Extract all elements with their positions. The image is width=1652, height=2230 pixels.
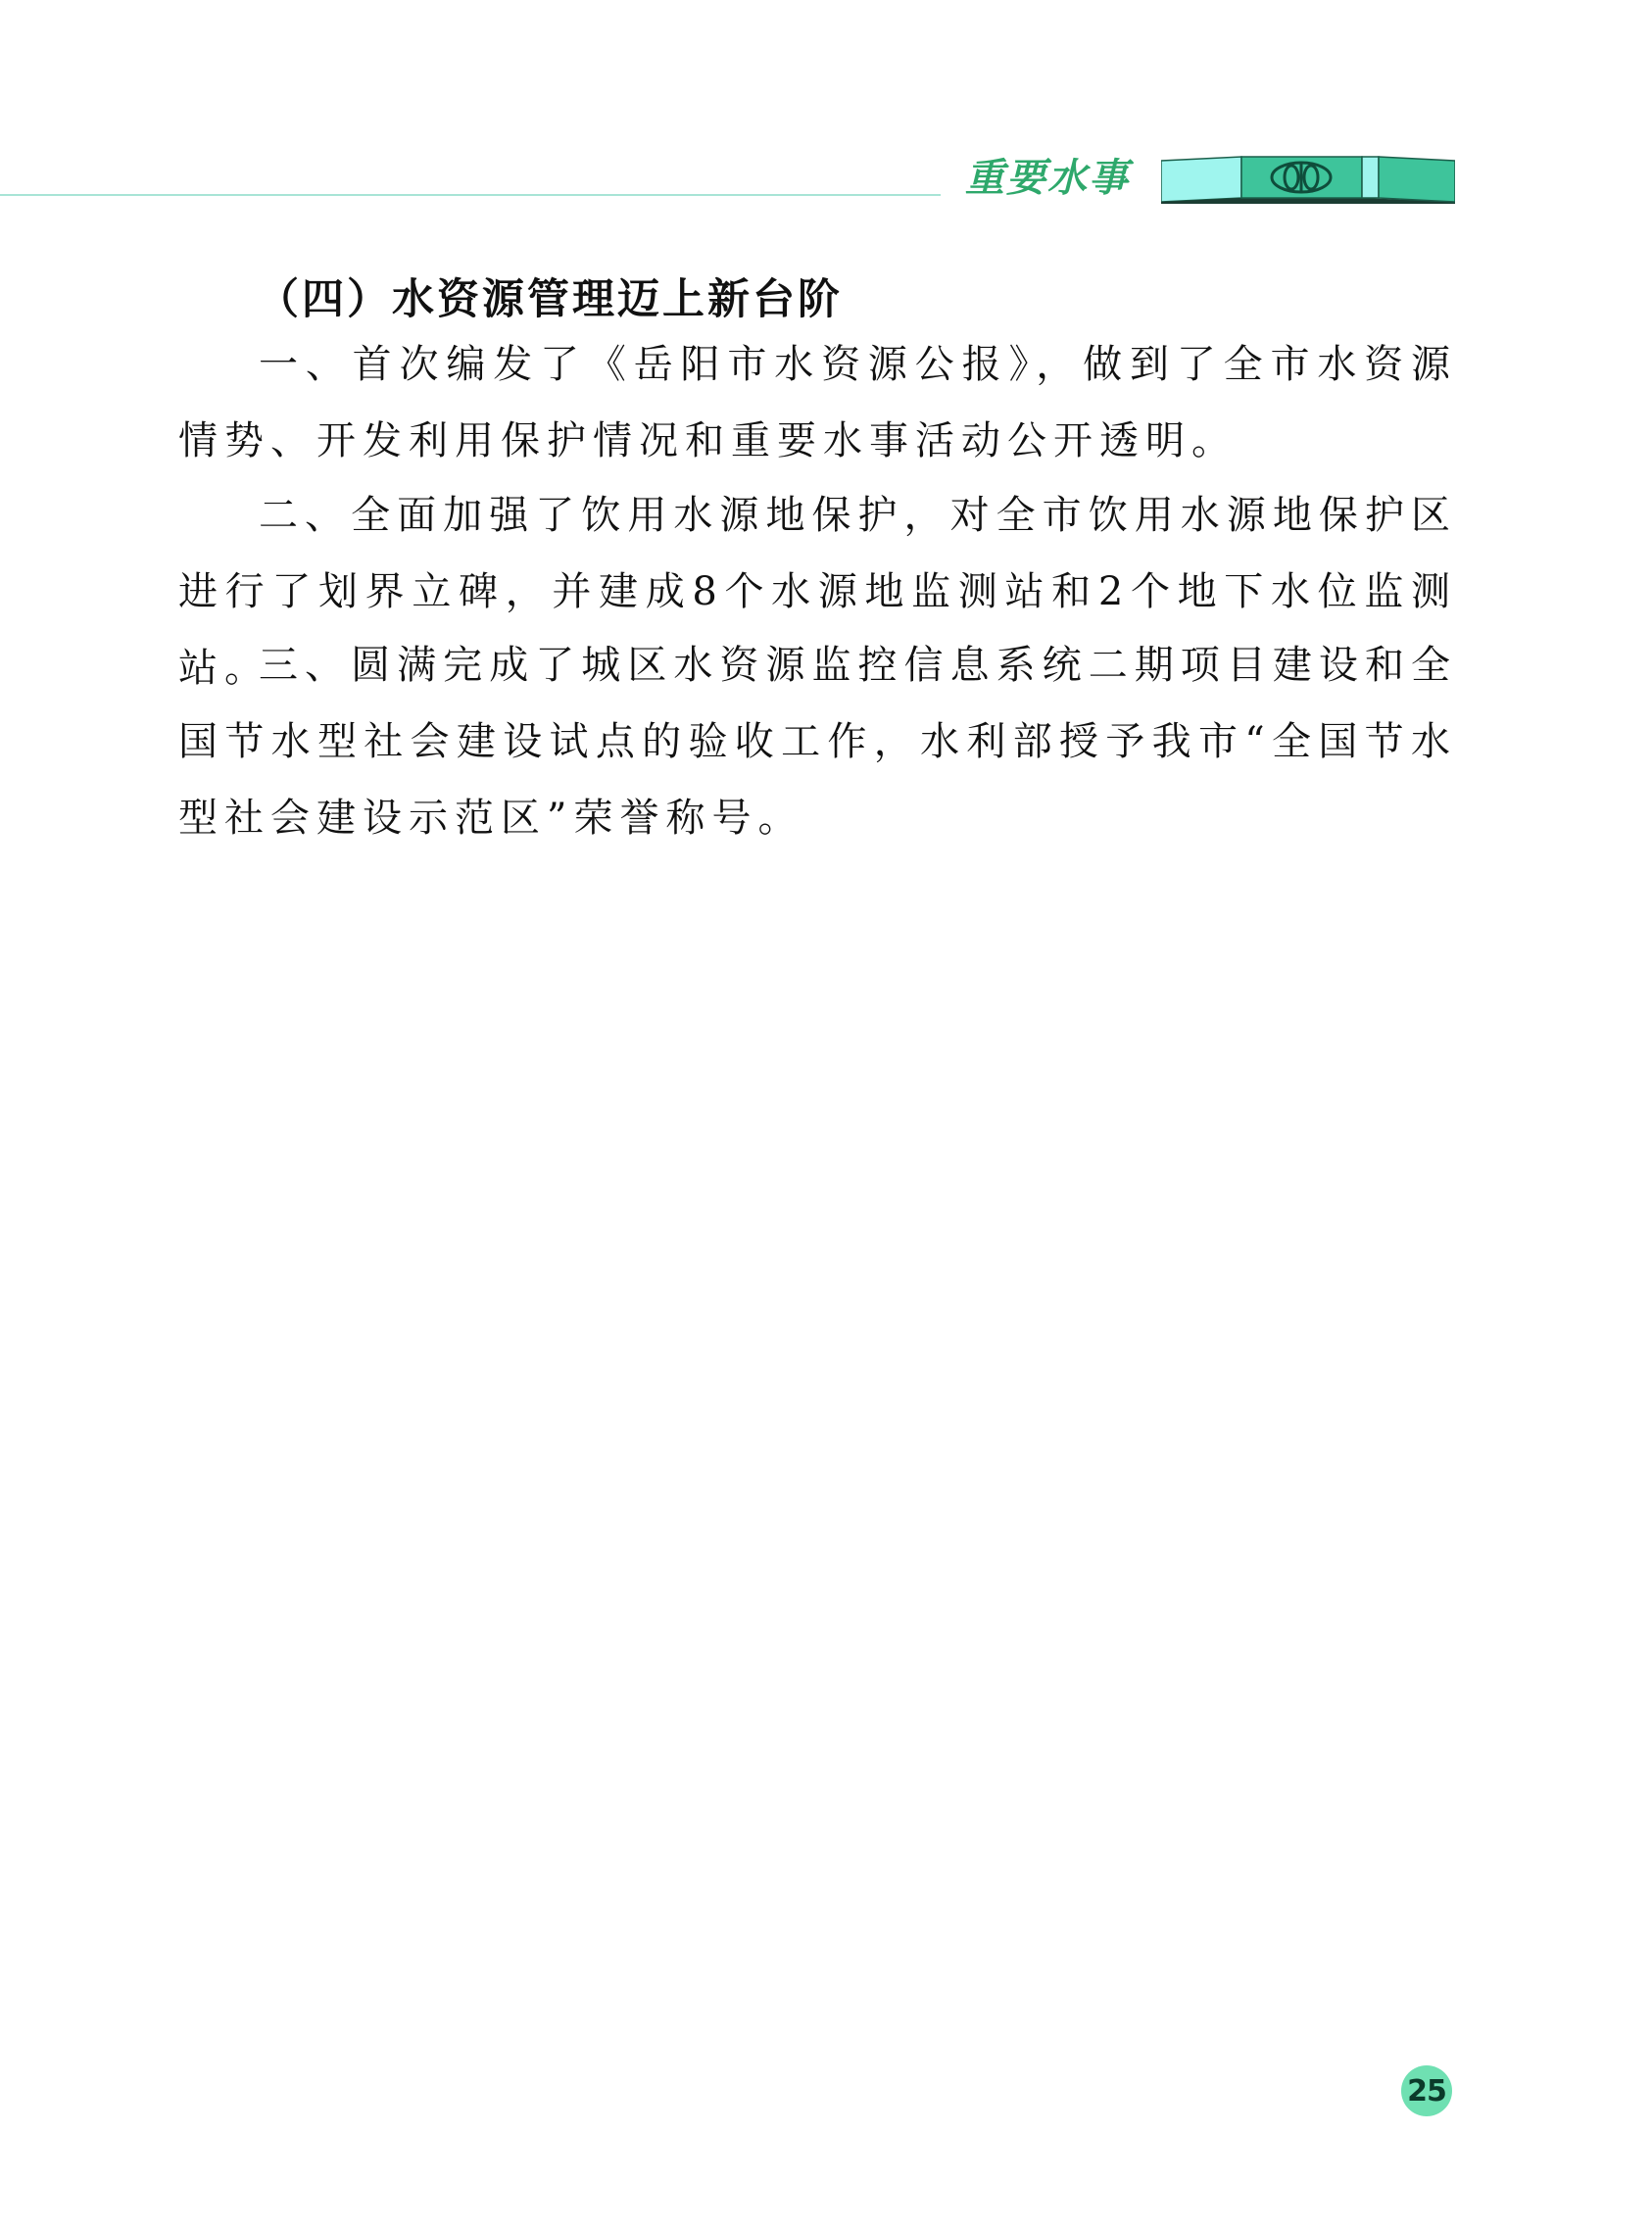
section-title: （四）水资源管理迈上新台阶 [257,275,843,324]
banner-right-light [1362,157,1379,198]
paragraph-3: 三、圆满完成了城区水资源监控信息系统二期项目建设和全国节水型社会建设试点的验收工作，水利部授予我市“全国节水型社会建设示范区”荣誉称号。 [178,643,1457,841]
header-title: 重要水事 [965,156,1130,201]
paragraph-1: 一、首次编发了《岳阳市水资源公报》，做到了全市水资源情势、开发利用保护情况和重要水事活动公开透明。 [178,342,1457,463]
header-rule [0,194,941,196]
page-number-badge [1401,2065,1452,2116]
banner-right-dark [1379,157,1455,202]
paragraph-2: 二、全面加强了饮用水源地保护，对全市饮用水源地保护区进行了划界立碑，并建成8个水源地监测站和2个地下水位监测站。 [178,493,1457,691]
header-banner [1161,155,1455,204]
page-number: 25 [1407,2073,1446,2109]
banner-light-block [1161,157,1241,202]
